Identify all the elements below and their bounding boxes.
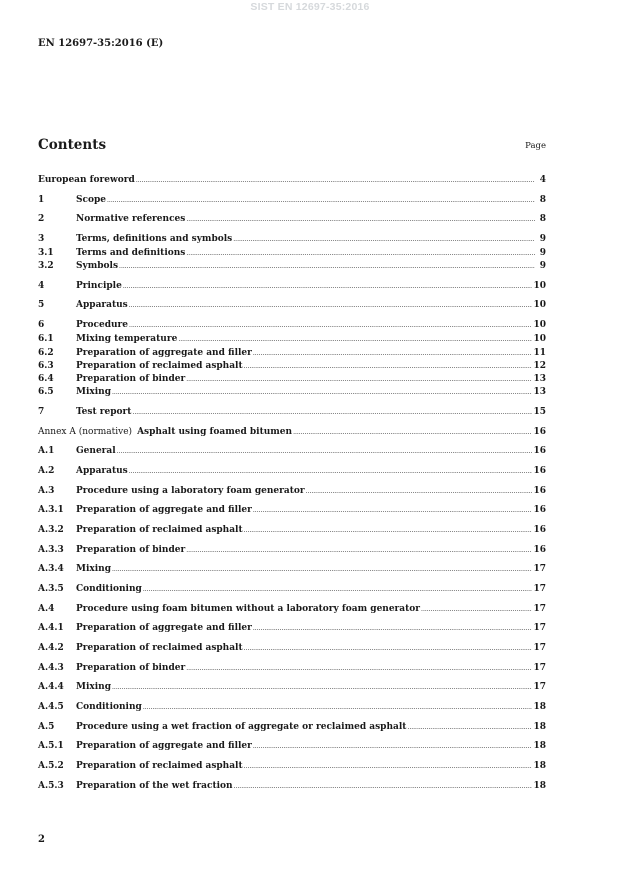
toc-entry-number: 4 [38,281,45,291]
toc-entry[interactable] [38,465,546,478]
toc-dot-leader [112,386,532,399]
toc-entry[interactable] [38,780,546,793]
toc-entry[interactable] [38,280,546,293]
toc-dot-leader [233,233,535,246]
toc-entry-page: 11 [533,348,546,358]
toc-entry[interactable] [38,504,546,517]
toc-dot-leader [186,213,535,226]
toc-entry-page: 10 [533,281,546,291]
toc-entry-page: 4 [539,175,546,185]
toc-entry-page: 18 [533,741,546,751]
toc-entry-number: A.3.2 [38,525,64,535]
toc-entry-number: 6 [38,320,45,330]
toc-entry-annex-label: Annex A (normative) [38,427,133,437]
toc-entry-number: 1 [38,195,45,205]
toc-entry[interactable] [38,485,546,498]
toc-entry[interactable] [38,426,546,439]
toc-entry-title: Terms, definitions and symbols [76,234,233,244]
toc-dot-leader [253,347,533,360]
page-title: Contents [38,137,107,153]
toc-dot-leader [244,360,533,373]
toc-dot-leader [253,740,533,753]
toc-entry[interactable] [38,642,546,655]
toc-dot-leader [306,485,533,498]
toc-entry-page: 16 [533,486,546,496]
toc-entry[interactable] [38,662,546,675]
toc-entry-number: A.4 [38,604,55,614]
toc-dot-leader [129,299,533,312]
toc-entry[interactable] [38,373,546,386]
toc-dot-leader [253,622,533,635]
toc-entry-page: 18 [533,761,546,771]
toc-dot-leader [129,319,532,332]
toc-entry[interactable] [38,333,546,346]
toc-entry-number: A.4.2 [38,643,64,653]
toc-entry-title: Preparation of reclaimed asphalt [76,643,243,653]
toc-dot-leader [253,504,533,517]
toc-entry-page: 18 [533,702,546,712]
toc-entry-title: Procedure [76,320,129,330]
toc-dot-leader [244,642,533,655]
toc-entry-title: European foreword [38,175,135,185]
toc-dot-leader [186,662,532,675]
toc-entry-title: Principle [76,281,122,291]
toc-entry-title: Preparation of the wet fraction [76,781,233,791]
document-identifier: EN 12697-35:2016 (E) [38,38,164,49]
toc-entry-number: A.3.5 [38,584,64,594]
toc-entry-page: 12 [533,361,546,371]
toc-entry[interactable] [38,583,546,596]
toc-entry-page: 13 [533,374,546,384]
toc-entry-title: General [76,446,116,456]
toc-entry-number: A.4.5 [38,702,64,712]
toc-entry[interactable] [38,681,546,694]
toc-entry[interactable] [38,701,546,714]
toc-entry[interactable] [38,721,546,734]
toc-entry-number: A.5.2 [38,761,64,771]
toc-entry-title: Test report [76,407,132,417]
toc-entry-number: 3 [38,234,45,244]
toc-entry-page: 10 [533,300,546,310]
toc-entry-page: 18 [533,722,546,732]
toc-entry-number: 6.3 [38,361,54,371]
toc-entry-title: Preparation of aggregate and filler [76,348,252,358]
toc-entry-number: A.4.3 [38,663,64,673]
toc-entry-number: A.3.4 [38,564,64,574]
page-number: 2 [38,834,45,845]
toc-entry-number: 2 [38,214,45,224]
toc-entry-title: Procedure using a wet fraction of aggregate or reclaimed asphalt [76,722,407,732]
toc-entry-title: Scope [76,195,107,205]
toc-entry-page: 17 [533,682,546,692]
toc-entry-number: 3.1 [38,248,54,258]
toc-entry-page: 16 [533,505,546,515]
toc-entry-number: 3.2 [38,261,54,271]
toc-entry-title: Apparatus [76,466,128,476]
toc-entry[interactable] [38,740,546,753]
toc-entry[interactable] [38,406,546,419]
toc-entry[interactable] [38,319,546,332]
toc-dot-leader [293,426,532,439]
toc-entry-number: 6.2 [38,348,54,358]
toc-entry-page: 16 [533,427,546,437]
toc-entry-number: A.2 [38,466,55,476]
toc-entry[interactable] [38,247,546,260]
toc-entry-title: Symbols [76,261,119,271]
toc-entry-title: Procedure using a laboratory foam generator [76,486,305,496]
toc-entry-page: 15 [533,407,546,417]
toc-entry-title: Procedure using foam bitumen without a laboratory foam generator [76,604,421,614]
toc-entry[interactable] [38,213,546,226]
toc-entry-number: A.4.1 [38,623,64,633]
toc-dot-leader [136,174,535,187]
toc-dot-leader [186,247,535,260]
toc-dot-leader [143,701,533,714]
toc-entry-number: A.3 [38,486,55,496]
toc-entry-page: 16 [533,545,546,555]
toc-entry-page: 8 [539,214,546,224]
toc-dot-leader [112,681,532,694]
toc-entry-title: Preparation of binder [76,374,186,384]
toc-entry[interactable] [38,174,546,187]
toc-entry-page: 16 [533,466,546,476]
toc-entry-title: Preparation of aggregate and filler [76,741,252,751]
toc-entry-number: 6.1 [38,334,54,344]
toc-entry-page: 17 [533,663,546,673]
toc-entry-page: 8 [539,195,546,205]
toc-entry-number: A.4.4 [38,682,64,692]
toc-dot-leader [129,465,533,478]
toc-entry-page: 9 [539,248,546,258]
toc-dot-leader [407,721,532,734]
toc-dot-leader [107,194,535,207]
toc-entry-title: Conditioning [76,584,142,594]
toc-entry[interactable] [38,299,546,312]
toc-entry-number: 6.5 [38,387,54,397]
toc-entry-title: Preparation of aggregate and filler [76,505,252,515]
toc-dot-leader [186,373,532,386]
page-column-label: Page [525,141,546,151]
toc-entry[interactable] [38,622,546,635]
toc-entry-title: Apparatus [76,300,128,310]
toc-dot-leader [143,583,533,596]
toc-entry-title: Preparation of aggregate and filler [76,623,252,633]
toc-entry-page: 16 [533,446,546,456]
toc-dot-leader [234,780,533,793]
toc-entry-page: 10 [533,334,546,344]
toc-entry-page: 17 [533,564,546,574]
toc-entry-number: A.3.3 [38,545,64,555]
toc-entry-title: Mixing [76,387,112,397]
toc-entry-number: A.5 [38,722,55,732]
toc-entry-title: Normative references [76,214,186,224]
toc-entry-page: 17 [533,643,546,653]
toc-entry-number: A.1 [38,446,55,456]
toc-entry[interactable] [38,347,546,360]
toc-entry-title: Preparation of reclaimed asphalt [76,361,243,371]
toc-entry-page: 17 [533,604,546,614]
toc-dot-leader [178,333,532,346]
toc-entry[interactable] [38,233,546,246]
toc-entry-page: 17 [533,584,546,594]
toc-entry-page: 9 [539,261,546,271]
toc-entry-number: 6.4 [38,374,54,384]
toc-entry[interactable] [38,603,546,616]
toc-dot-leader [117,445,533,458]
toc-entry-number: A.5.1 [38,741,64,751]
toc-entry[interactable] [38,544,546,557]
toc-entry-title: Terms and definitions [76,248,186,258]
toc-entry-title: Preparation of reclaimed asphalt [76,761,243,771]
toc-entry[interactable] [38,760,546,773]
toc-entry-page: 9 [539,234,546,244]
toc-entry-title: Mixing [76,682,112,692]
toc-entry-number: A.5.3 [38,781,64,791]
toc-dot-leader [123,280,533,293]
toc-entry[interactable] [38,445,546,458]
toc-entry-number: A.3.1 [38,505,64,515]
toc-entry[interactable] [38,194,546,207]
toc-entry-title: Preparation of binder [76,545,186,555]
toc-entry-page: 10 [533,320,546,330]
watermark: SIST EN 12697-35:2016 [250,1,370,13]
toc-dot-leader [244,760,533,773]
toc-entry-page: 13 [533,387,546,397]
toc-entry[interactable] [38,524,546,537]
toc-entry[interactable] [38,386,546,399]
toc-dot-leader [186,544,532,557]
toc-entry-page: 17 [533,623,546,633]
toc-entry[interactable] [38,360,546,373]
toc-entry-title: Preparation of reclaimed asphalt [76,525,243,535]
toc-entry-page: 16 [533,525,546,535]
toc-entry-title: Preparation of binder [76,663,186,673]
toc-entry-title: Conditioning [76,702,142,712]
toc-dot-leader [244,524,533,537]
toc-entry-page: 18 [533,781,546,791]
toc-entry[interactable] [38,260,546,273]
toc-dot-leader [421,603,532,616]
toc-entry-title: Asphalt using foamed bitumen [137,427,293,437]
toc-entry-title: Mixing [76,564,112,574]
toc-entry-number: 5 [38,300,45,310]
toc-dot-leader [119,260,535,273]
toc-entry-number: 7 [38,407,45,417]
toc-entry[interactable] [38,563,546,576]
toc-dot-leader [132,406,532,419]
toc-entry-title: Mixing temperature [76,334,178,344]
toc-dot-leader [112,563,532,576]
